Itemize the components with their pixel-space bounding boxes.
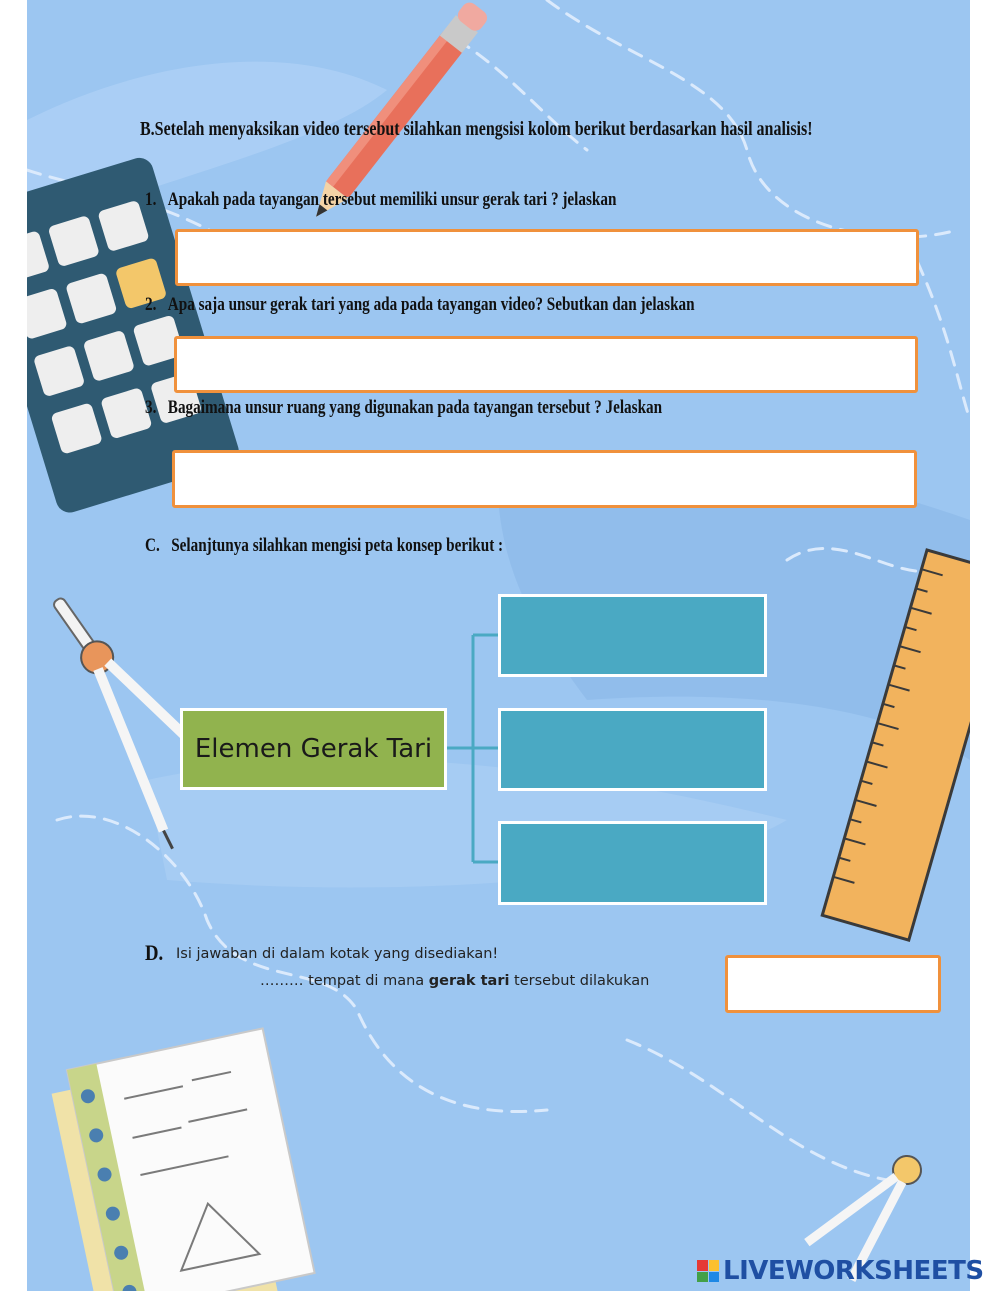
math-papers-illustration	[47, 1028, 316, 1291]
concept-map-branch-2[interactable]	[498, 708, 767, 791]
question-number: 1.	[145, 189, 157, 210]
brand-text: LIVEWORKSHEETS	[723, 1256, 984, 1286]
section-text: Selanjtunya silahkan mengisi peta konsep berikut :	[171, 535, 504, 556]
question-text: Bagaimana unsur ruang yang digunakan pada tayangan tersebut ? Jelaskan	[167, 397, 663, 418]
question-2	[145, 294, 832, 316]
liveworksheets-brand	[697, 1256, 984, 1286]
section-b-title: B.Setelah menyaksikan video tersebut silahkan mengsisi kolom berikut berdasarkan hasil analisis!	[140, 118, 813, 140]
answer-field-d[interactable]	[725, 955, 941, 1013]
question-text: Apa saja unsur gerak tari yang ada pada tayangan video? Sebutkan dan jelaskan	[167, 294, 695, 315]
concept-map-branch-3[interactable]	[498, 821, 767, 905]
answer-field-3[interactable]	[172, 450, 917, 508]
concept-map-root: Elemen Gerak Tari	[180, 708, 447, 790]
answer-field-1[interactable]	[175, 229, 919, 286]
worksheet-page	[27, 0, 970, 1291]
concept-map-branch-1[interactable]	[498, 594, 767, 677]
question-text: Apakah pada tayangan tersebut memiliki unsur gerak tari ? jelaskan	[167, 189, 617, 210]
question-number: 2.	[145, 294, 157, 315]
section-c-heading	[145, 535, 593, 557]
question-1	[145, 189, 734, 211]
question-number: 3.	[145, 397, 157, 418]
section-label: C.	[145, 535, 160, 556]
liveworksheets-logo-icon	[697, 1260, 719, 1282]
section-d-instruction: Isi jawaban di dalam kotak yang disediakan!	[176, 946, 499, 962]
answer-field-2[interactable]	[174, 336, 918, 393]
section-d-label: D.	[145, 940, 164, 965]
section-d-prompt: ……… tempat di mana gerak tari tersebut dilakukan	[260, 973, 650, 989]
question-3	[145, 397, 791, 419]
